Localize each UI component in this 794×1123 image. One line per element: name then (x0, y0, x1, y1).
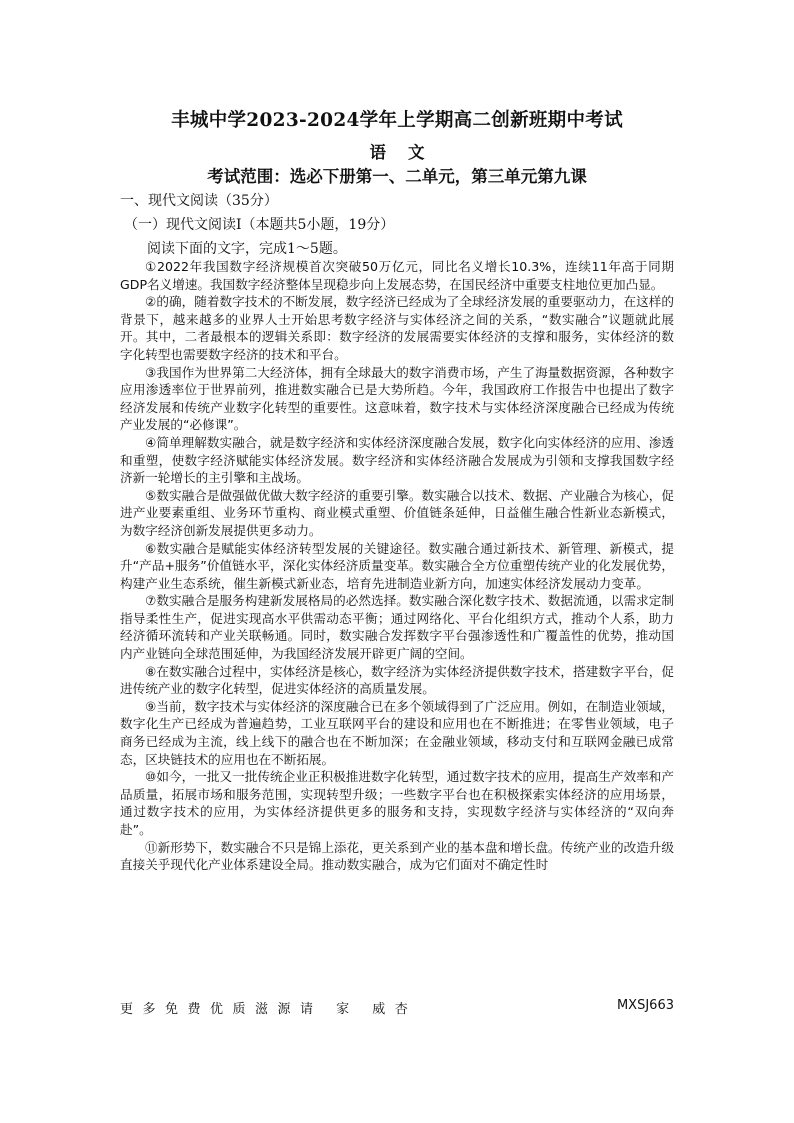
reading-passage (120, 258, 674, 874)
paragraph: ⑤数实融合是做强做优做大数字经济的重要引擎。数实融合以技术、数据、产业融合为核心，促进产业要素重组、业务环节重构、商业模式重塑、价值链条延伸，日益催生融合性新业态新模式，为数字经济创新发展提供更多动力。 (120, 487, 674, 538)
paragraph: ⑩如今，一批又一批传统企业正积极推进数字化转型，通过数字技术的应用，提高生产效率和产品质量，拓展市场和服务范围，实现转型升级；一些数字平台也在积极探索实体经济的应用场景，通过数字技术的应用，为实体经济提供更多的服务和支持，实现数字经济与实体经济的“双向奔赴”。 (120, 769, 674, 837)
paragraph: ①2022年我国数字经济规模首次突破50万亿元，同比名义增长10.3%，连续11年高于同期GDP名义增速。我国数字经济整体呈现稳步向上发展态势，在国民经济中重要支柱地位更加凸显。 (120, 259, 674, 292)
exam-title: 丰城中学2023-2024学年上学期高二创新班期中考试 (171, 110, 623, 131)
subject-char-2: 文 (408, 143, 425, 162)
subject-heading (0, 139, 794, 163)
section-heading-1-1: （一）现代文阅读Ⅰ（本题共5小题，19分） (124, 217, 395, 233)
subject-char-1: 语 (369, 143, 386, 162)
paragraph: ⑨当前，数字技术与实体经济的深度融合已在多个领域得到了广泛应用。例如，在制造业领域，数字化生产已经成为普遍趋势，工业互联网平台的建设和应用也在不断推进；在零售业领域，电子商务已经成为主流，线上线下的融合也在不断加深；在金融业领域，移动支付和互联网金融已成常态，区块链技术的应用也在不断拓展。 (120, 698, 674, 767)
footer-code: MXSJ663 (616, 998, 674, 1013)
paragraph: ⑧在数实融合过程中，实体经济是核心，数字经济为实体经济提供数字技术，搭建数字平台，促进传统产业的数字化转型，促进实体经济的高质量发展。 (120, 663, 674, 697)
section-heading-1: 一、现代文阅读（35分） (120, 193, 278, 209)
paragraph: ②的确，随着数字技术的不断发展，数字经济已经成为了全球经济发展的重要驱动力，在这样的背景下，越来越多的业界人士开始思考数字经济与实体经济之间的关系，“数实融合”议题就此展开。其中，二者最根本的逻辑关系即：数字经济的发展需要实体经济的支撑和服务，实体经济的数字化转型也需要数字经济的技术和平台。 (120, 294, 674, 362)
paragraph: ⑦数实融合是服务构建新发展格局的必然选择。数实融合深化数字技术、数据流通，以需求定制指导柔性生产，促进实现高水平供需动态平衡；通过网络化、平台化组织方式，推动个人系，助力经济循环流转和产业关联畅通。同时，数实融合发挥数字平台强渗透性和广覆盖性的优势，推动国内产业链向全球范围延伸，为我国经济发展开辟更广阔的空间。 (120, 593, 674, 662)
footer-watermark-text: 更多免费优质滋源请 家 威杏 (120, 1002, 418, 1017)
exam-scope: 考试范围：选必下册第一、二单元，第三单元第九课 (207, 167, 587, 186)
reading-instruction: 阅读下面的文字，完成1～5题。 (147, 241, 347, 257)
paragraph: ③我国作为世界第二大经济体，拥有全球最大的数字消费市场，产生了海量数据资源，各种数字应用渗透率位于世界前列，推进数实融合已是大势所趋。今年，我国政府工作报告中也提出了数字经济发展和传统产业数字化转型的重要性。这意味着，数字技术与实体经济深度融合已经成为传统产业发展的“必修课”。 (120, 364, 674, 433)
paragraph: ④简单理解数实融合，就是数字经济和实体经济深度融合发展，数字化向实体经济的应用、渗透和重塑，使数字经济赋能实体经济发展。数字经济和实体经济融合发展成为引领和支撑我国数字经济新一轮增长的主引擎和主战场。 (120, 434, 674, 486)
paragraph: ⑪新形势下，数实融合不只是锦上添花，更关系到产业的基本盘和增长盘。传统产业的改造升级直接关乎现代化产业体系建设全局。推动数实融合，成为它们面对不确定性时 (120, 839, 674, 873)
paragraph: ⑥数实融合是赋能实体经济转型发展的关键途径。数实融合通过新技术、新管理、新模式，提升“产品+服务”价值链水平，深化实体经济质量变革。数实融合全方位重塑传统产业的化发展优势，构建产业生态系统，催生新模式新业态，培育先进制造业新方向，加速实体经济发展动力变革。 (120, 540, 674, 591)
page-footer (120, 998, 674, 1017)
